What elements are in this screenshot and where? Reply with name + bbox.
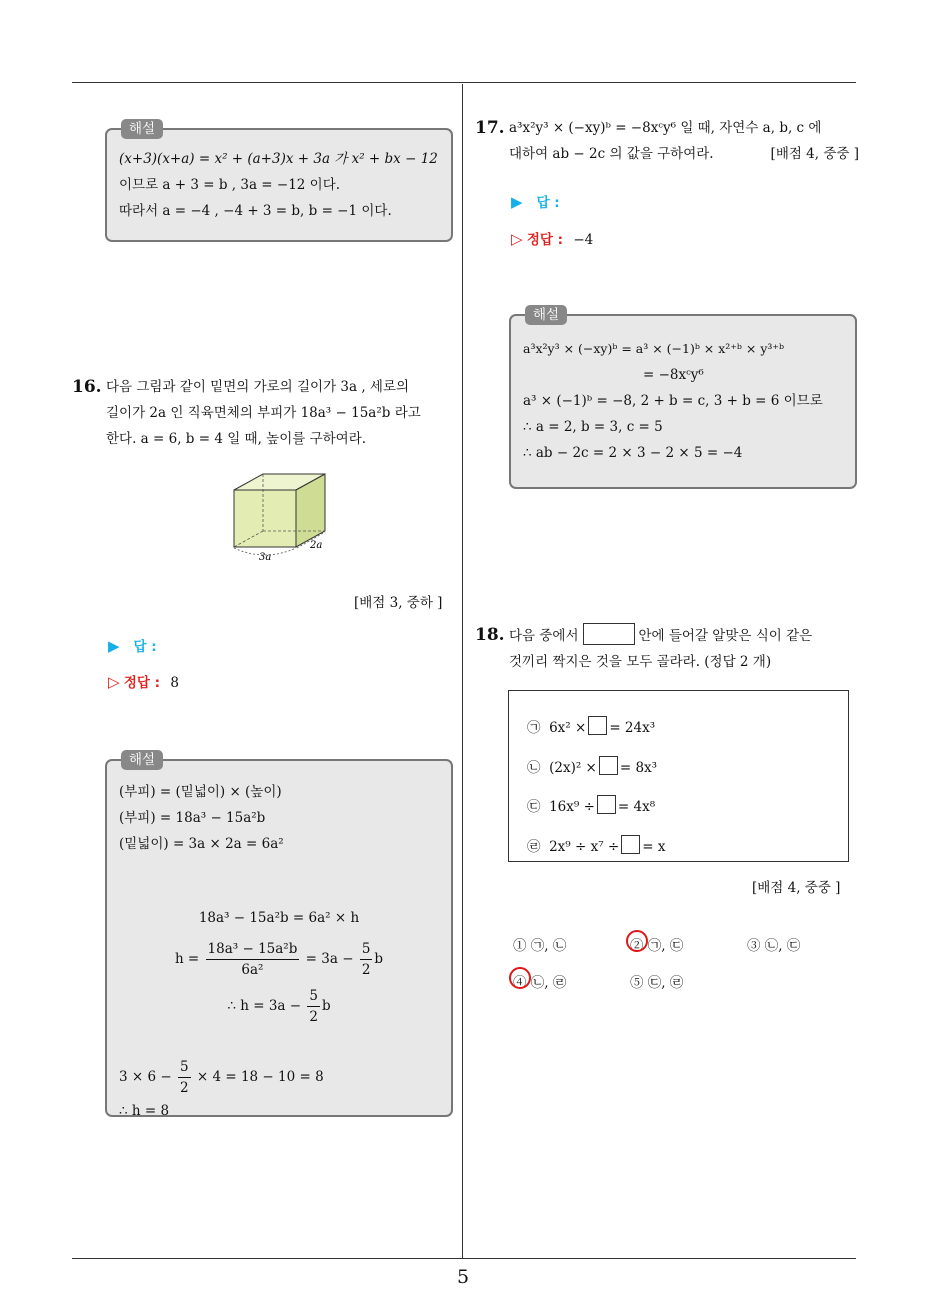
explanation-line — [119, 1057, 439, 1098]
fraction-num: 5 — [178, 1057, 191, 1078]
option-number: ④ — [513, 975, 527, 991]
fraction-den: 2 — [309, 1009, 318, 1025]
calc-lhs: 3 × 6 − — [119, 1069, 172, 1085]
fig-label-width: 3a — [259, 552, 272, 563]
q16-explanation-box — [105, 752, 453, 1119]
item-pre: 16x⁹ ÷ — [549, 799, 595, 815]
correct-label: 정답 : — [526, 232, 564, 248]
explanation-line: a³ × (−1)ᵇ = −8, 2 + b = c, 3 + b = 6 이므로 — [523, 393, 823, 409]
explanation-line — [119, 986, 439, 1027]
q17-text-line: a³x²y³ × (−xy)ᵇ = −8xᶜy⁶ 일 때, 자연수 a, b, c 에 — [509, 120, 822, 136]
option-number: ② — [630, 938, 644, 954]
q18-text-part: 안에 들어갈 알맞은 식이 같은 — [638, 628, 813, 644]
fraction-den: 2 — [179, 1080, 189, 1096]
q18-text-line: 것끼리 짝지은 것을 모두 골라라. (정답 2 개) — [509, 654, 772, 670]
therefore-end: b — [321, 998, 331, 1014]
fraction-num: 18a³ − 15a²b — [206, 939, 300, 960]
bottom-rule — [72, 1258, 856, 1259]
outline-play-icon: ▷ — [511, 230, 523, 248]
option-5[interactable] — [630, 971, 683, 991]
option-number: ① — [513, 938, 527, 954]
fraction-num: 5 — [360, 939, 373, 960]
blank-box — [599, 756, 618, 775]
h-mid: = 3a − — [305, 951, 354, 967]
cuboid-figure — [226, 470, 346, 565]
q16-answer-row — [108, 635, 157, 655]
fraction — [360, 939, 373, 980]
correct-value: −4 — [573, 232, 594, 248]
play-icon: ▶ — [511, 193, 523, 211]
outline-play-icon: ▷ — [108, 673, 120, 691]
option-3[interactable] — [747, 934, 800, 954]
page-number: 5 — [456, 1266, 470, 1288]
q17-number: 17. — [475, 118, 505, 138]
explanation-line: ∴ ab − 2c = 2 × 3 − 2 × 5 = −4 — [523, 445, 743, 461]
q17-text — [509, 115, 859, 167]
blank-box — [621, 835, 640, 854]
q18-number: 18. — [475, 625, 505, 645]
item-pre: 2x⁹ ÷ x⁷ ÷ — [549, 839, 620, 855]
fig-label-depth: 2a — [310, 540, 323, 551]
q18-item — [527, 795, 655, 815]
selected-circle-mark — [509, 967, 531, 989]
option-text: ㉡, ㉢ — [764, 938, 801, 954]
correct-label: 정답 : — [123, 675, 161, 691]
explanation-line: a³x²y³ × (−xy)ᵇ = a³ × (−1)ᵇ × x²⁺ᵇ × y³⁺ᵇ — [523, 341, 785, 356]
item-post: = x — [642, 839, 666, 855]
q16-points: [배점 3, 중하 ] — [354, 595, 443, 611]
selected-circle-mark — [626, 930, 648, 952]
q17-text-line — [509, 141, 859, 167]
q16-text — [106, 374, 458, 452]
explanation-tag: 해설 — [525, 305, 567, 325]
q18-points: [배점 4, 중중 ] — [752, 880, 841, 896]
item-post: = 8x³ — [619, 760, 658, 776]
q18-item — [527, 835, 665, 855]
q16-correct-row — [108, 671, 179, 691]
blank-box — [597, 795, 616, 814]
option-1[interactable] — [513, 934, 566, 954]
option-number: ③ — [747, 938, 761, 954]
top-rule — [72, 82, 856, 83]
explanation-line: (밑넓이) = 3a × 2a = 6a² — [119, 836, 284, 852]
q17-explanation-box — [509, 307, 857, 489]
q16-text-line: 길이가 2a 인 직육면체의 부피가 18a³ − 15a²b 라고 — [106, 405, 421, 421]
explanation-line: 따라서 a = −4 , −4 + 3 = b, b = −1 이다. — [119, 203, 392, 219]
item-pre: 6x² × — [549, 720, 587, 736]
blank-box — [583, 623, 635, 645]
item-mark: ㉠ — [527, 720, 541, 736]
q17-correct-row — [511, 228, 593, 248]
fraction-num: 5 — [307, 986, 320, 1007]
explanation-line: (x+3)(x+a) = x² + (a+3)x + 3a 가 x² + bx − 12 — [119, 151, 438, 167]
explanation-tag: 해설 — [121, 750, 163, 770]
explanation-line: (부피) = (밑넓이) × (높이) — [119, 784, 282, 800]
explanation-line: (부피) = 18a³ − 15a²b — [119, 810, 266, 826]
q18-item — [527, 756, 657, 776]
h-end: b — [374, 951, 384, 967]
answer-label: 답 : — [536, 195, 560, 211]
option-text: ㉡, ㉣ — [530, 975, 567, 991]
q17-text-part: 대하여 ab − 2c 의 값을 구하여라. — [509, 146, 714, 162]
q16-text-line: 한다. a = 6, b = 4 일 때, 높이를 구하여라. — [106, 431, 367, 447]
option-number: ⑤ — [630, 975, 644, 991]
q17-points: [배점 4, 중중 ] — [770, 146, 859, 162]
h-lhs: h = — [174, 951, 200, 967]
explanation-line: ∴ a = 2, b = 3, c = 5 — [523, 419, 663, 435]
explanation-line: 18a³ − 15a²b = 6a² × h — [198, 910, 360, 926]
therefore-lhs: ∴ h = 3a − — [227, 998, 302, 1014]
fraction — [307, 986, 320, 1027]
explanation-line: ∴ h = 8 — [119, 1103, 170, 1119]
option-text: ㉠, ㉡ — [530, 938, 567, 954]
q16-text-line: 다음 그림과 같이 밑면의 가로의 길이가 3a , 세로의 — [106, 379, 410, 395]
q18-text-part: 다음 중에서 — [509, 628, 579, 644]
fraction-den: 6a² — [241, 962, 264, 978]
explanation-tag: 해설 — [121, 119, 163, 139]
fraction — [206, 939, 300, 980]
item-mark: ㉢ — [527, 799, 541, 815]
q17-answer-row — [511, 191, 560, 211]
item-mark: ㉣ — [527, 839, 541, 855]
column-divider — [462, 84, 463, 1259]
item-mark: ㉡ — [527, 760, 541, 776]
explanation-line: = −8xᶜy⁶ — [643, 367, 704, 383]
option-text: ㉠, ㉢ — [647, 938, 684, 954]
play-icon: ▶ — [108, 637, 120, 655]
item-pre: (2x)² × — [549, 760, 597, 776]
explanation-line: 이므로 a + 3 = b , 3a = −12 이다. — [119, 177, 341, 193]
q18-text — [509, 623, 861, 675]
q16-number: 16. — [72, 377, 102, 397]
q18-item — [527, 716, 655, 736]
fraction-den: 2 — [361, 962, 371, 978]
item-post: = 4x⁸ — [617, 799, 656, 815]
correct-value: 8 — [170, 675, 179, 691]
explanation-line — [119, 939, 439, 980]
q15-explanation-box — [105, 121, 453, 242]
calc-end: × 4 = 18 − 10 = 8 — [196, 1069, 324, 1085]
option-text: ㉢, ㉣ — [647, 975, 684, 991]
blank-box — [588, 716, 607, 735]
answer-label: 답 : — [133, 639, 157, 655]
fraction — [178, 1057, 191, 1098]
q18-text-line — [509, 623, 861, 649]
item-post: = 24x³ — [609, 720, 656, 736]
